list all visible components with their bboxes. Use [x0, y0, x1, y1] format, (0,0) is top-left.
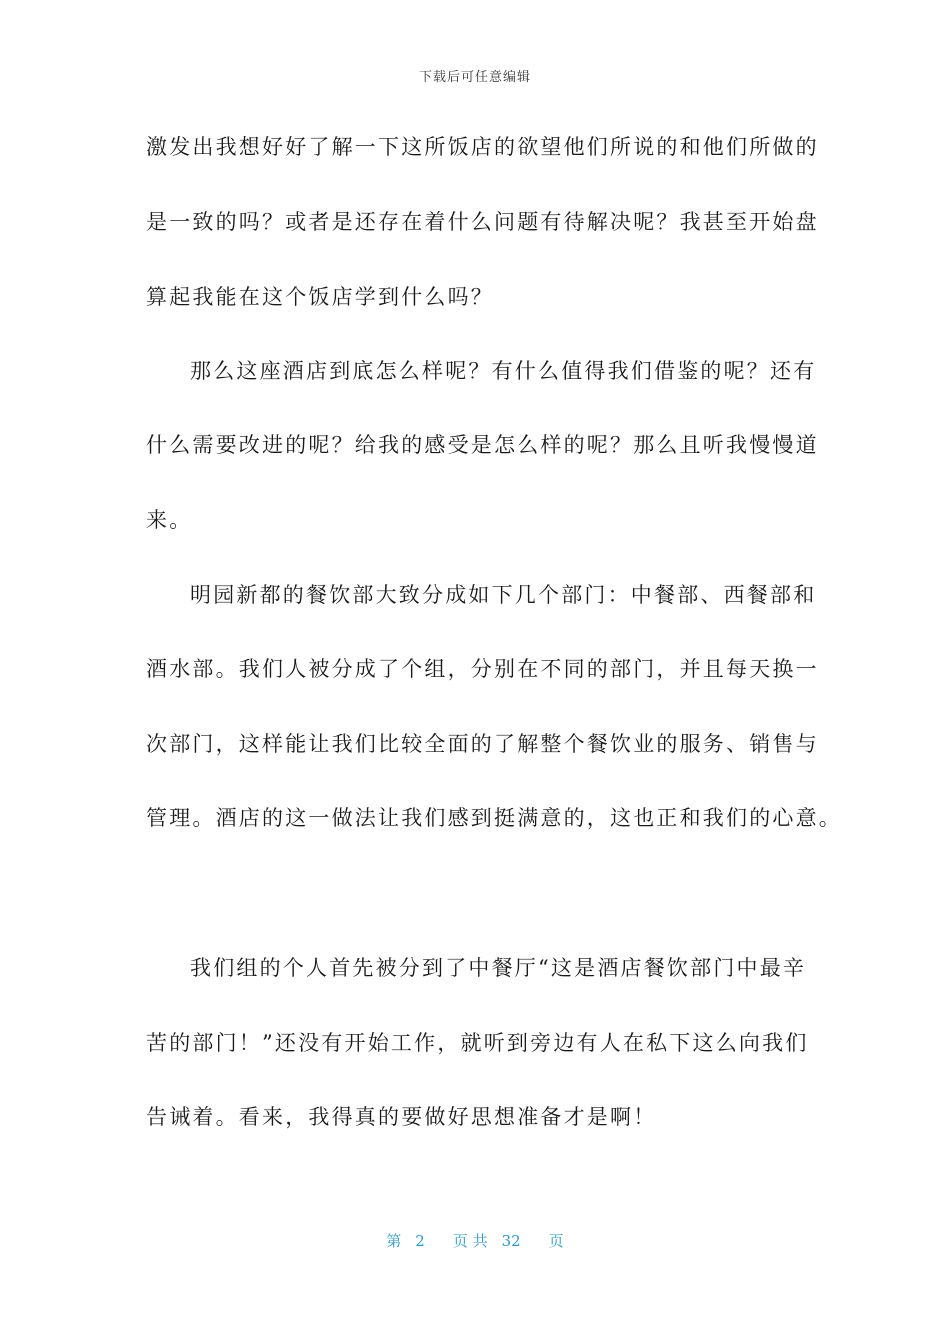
text-line: 明园新都的餐饮部大致分成如下几个部门：中餐部、西餐部和: [190, 583, 817, 607]
page-footer: [0, 1230, 950, 1251]
text-line: 来。: [146, 508, 193, 532]
text-line: 算起我能在这个饭店学到什么吗？: [146, 285, 494, 309]
text-line: 那么这座酒店到底怎么样呢？有什么值得我们借鉴的呢？还有: [190, 359, 817, 383]
text-line: 是一致的吗？或者是还存在着什么问题有待解决呢？我甚至开始盘: [146, 210, 819, 234]
header-note: 下载后可任意编辑: [418, 70, 531, 85]
footer-current-page: 2: [415, 1232, 425, 1250]
text-line: 苦的部门！”还没有开始工作，就听到旁边有人在私下这么向我们: [146, 1031, 809, 1055]
text-line: 酒水部。我们人被分成了个组，分别在不同的部门，并且每天换一: [146, 657, 819, 681]
text-line: 告诫着。看来，我得真的要做好思想准备才是啊！: [146, 1105, 657, 1129]
footer-suffix: 页: [548, 1232, 564, 1250]
text-line: 管理。酒店的这一做法让我们感到挺满意的，这也正和我们的心意。: [146, 806, 842, 830]
footer-prefix: 第: [386, 1232, 402, 1250]
footer-mid: 页 共: [452, 1232, 488, 1250]
footer-total-pages: 32: [501, 1232, 521, 1250]
text-line: 激发出我想好好了解一下这所饭店的欲望他们所说的和他们所做的: [146, 135, 819, 159]
text-line: 什么需要改进的呢？给我的感受是怎么样的呢？那么且听我慢慢道: [146, 433, 819, 457]
text-line: 次部门，这样能让我们比较全面的了解整个餐饮业的服务、销售与: [146, 732, 819, 756]
text-line: 我们组的个人首先被分到了中餐厅“这是酒店餐饮部门中最辛: [190, 956, 807, 980]
